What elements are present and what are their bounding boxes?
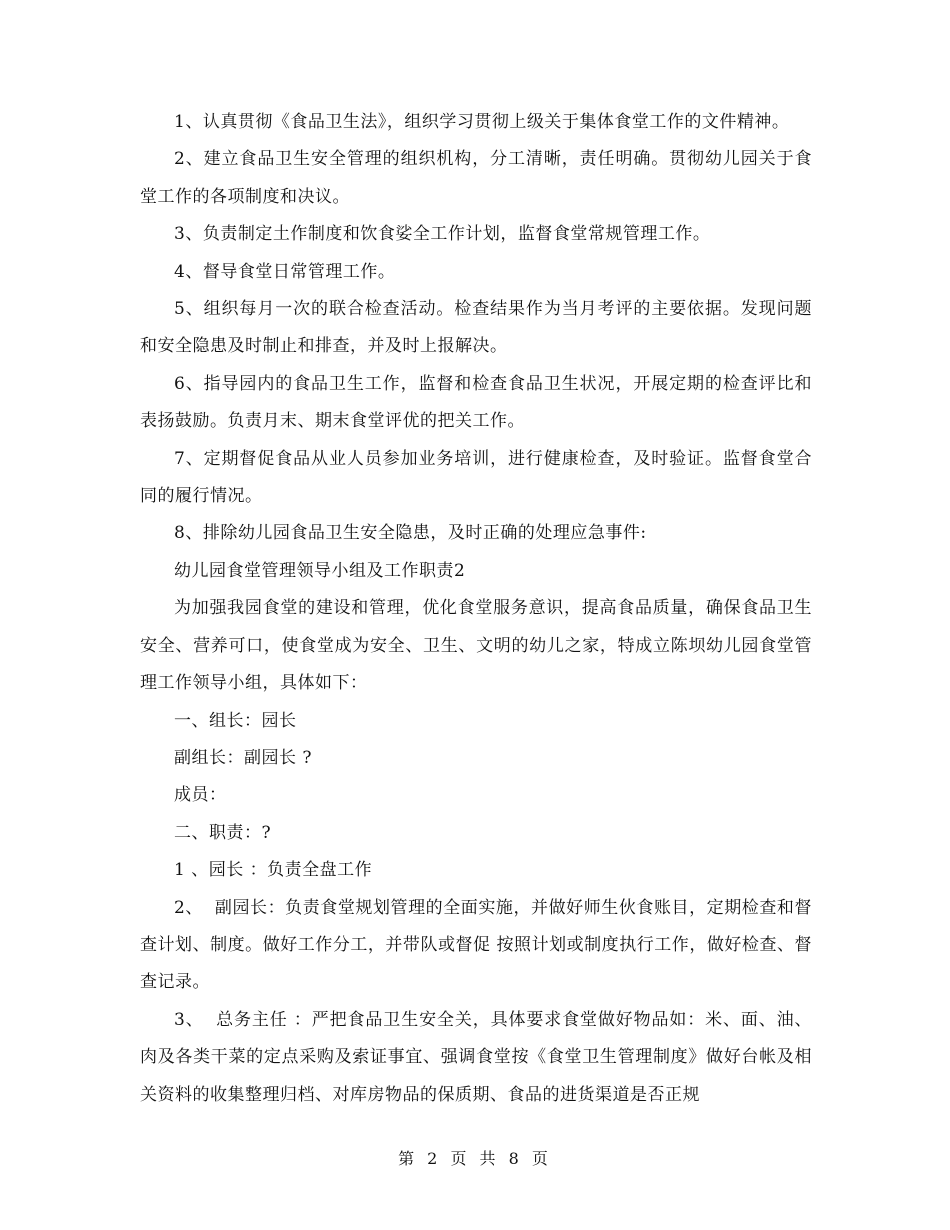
paragraph: 副组长：副园长 ? <box>174 747 313 768</box>
paragraph: 3、 总务主任 ：严把食品卫生安全关，具体要求食堂做好物品如：米、面、油、肉及各类干菜的定点采购及索证事宜、强调食堂按《食堂卫生管理制度》做好台帐及相关资料的收集整理归档、对库房物品的保质期、食品的进货渠道是否正规 <box>140 1009 812 1105</box>
paragraph: 一、组长：园长 <box>174 710 297 731</box>
paragraph: 成员： <box>174 785 227 806</box>
paragraph: 二、职责：? <box>174 822 272 843</box>
paragraph: 8、排除幼儿园食品卫生安全隐患，及时正确的处理应急事件: <box>174 523 647 544</box>
paragraph: 1 、园长 ：负责全盘工作 <box>174 860 373 881</box>
document-body <box>140 104 812 1114</box>
page-number-footer: 第 2 页 共 8 页 <box>398 1149 552 1168</box>
paragraph: 2、 副园长：负责食堂规划管理的全面实施，并做好师生伙食账目，定期检查和督查计划、制度。做好工作分工，并带队或督促 按照计划或制度执行工作，做好检查、督查记录。 <box>140 897 812 993</box>
paragraph: 4、督导食堂日常管理工作。 <box>174 261 396 282</box>
paragraph: 为加强我园食堂的建设和管理，优化食堂服务意识，提高食品质量，确保食品卫生安全、营养可口，使食堂成为安全、卫生、文明的幼儿之家，特成立陈坝幼儿园食堂管理工作领导小组，具体如下： <box>140 598 812 694</box>
paragraph: 3、负责制定土作制度和饮食娑全工作计划，监督食堂常规管理工作。 <box>174 224 711 245</box>
section-title: 幼儿园食堂管理领导小组及工作职责2 <box>174 560 466 581</box>
paragraph: 2、建立食品卫生安全管理的组织机构，分工清晰，责任明确。贯彻幼儿园关于食堂工作的各项制度和决议。 <box>140 149 812 207</box>
paragraph: 6、指导园内的食品卫生工作，监督和检查食品卫生状况，开展定期的检查评比和表扬鼓励。负责月末、期末食堂评优的把关工作。 <box>140 373 812 432</box>
paragraph: 5、组织每月一次的联合检查活动。检查结果作为当月考评的主要依据。发现问题和安全隐患及时制止和排查，并及时上报解决。 <box>140 299 812 357</box>
paragraph: 7、定期督促食品从业人员参加业务培训，进行健康检查，及时验证。监督食堂合同的履行情况。 <box>140 448 812 507</box>
paragraph: 1、认真贯彻《食品卫生法》，组织学习贯彻上级关于集体食堂工作的文件精神。 <box>174 112 790 132</box>
